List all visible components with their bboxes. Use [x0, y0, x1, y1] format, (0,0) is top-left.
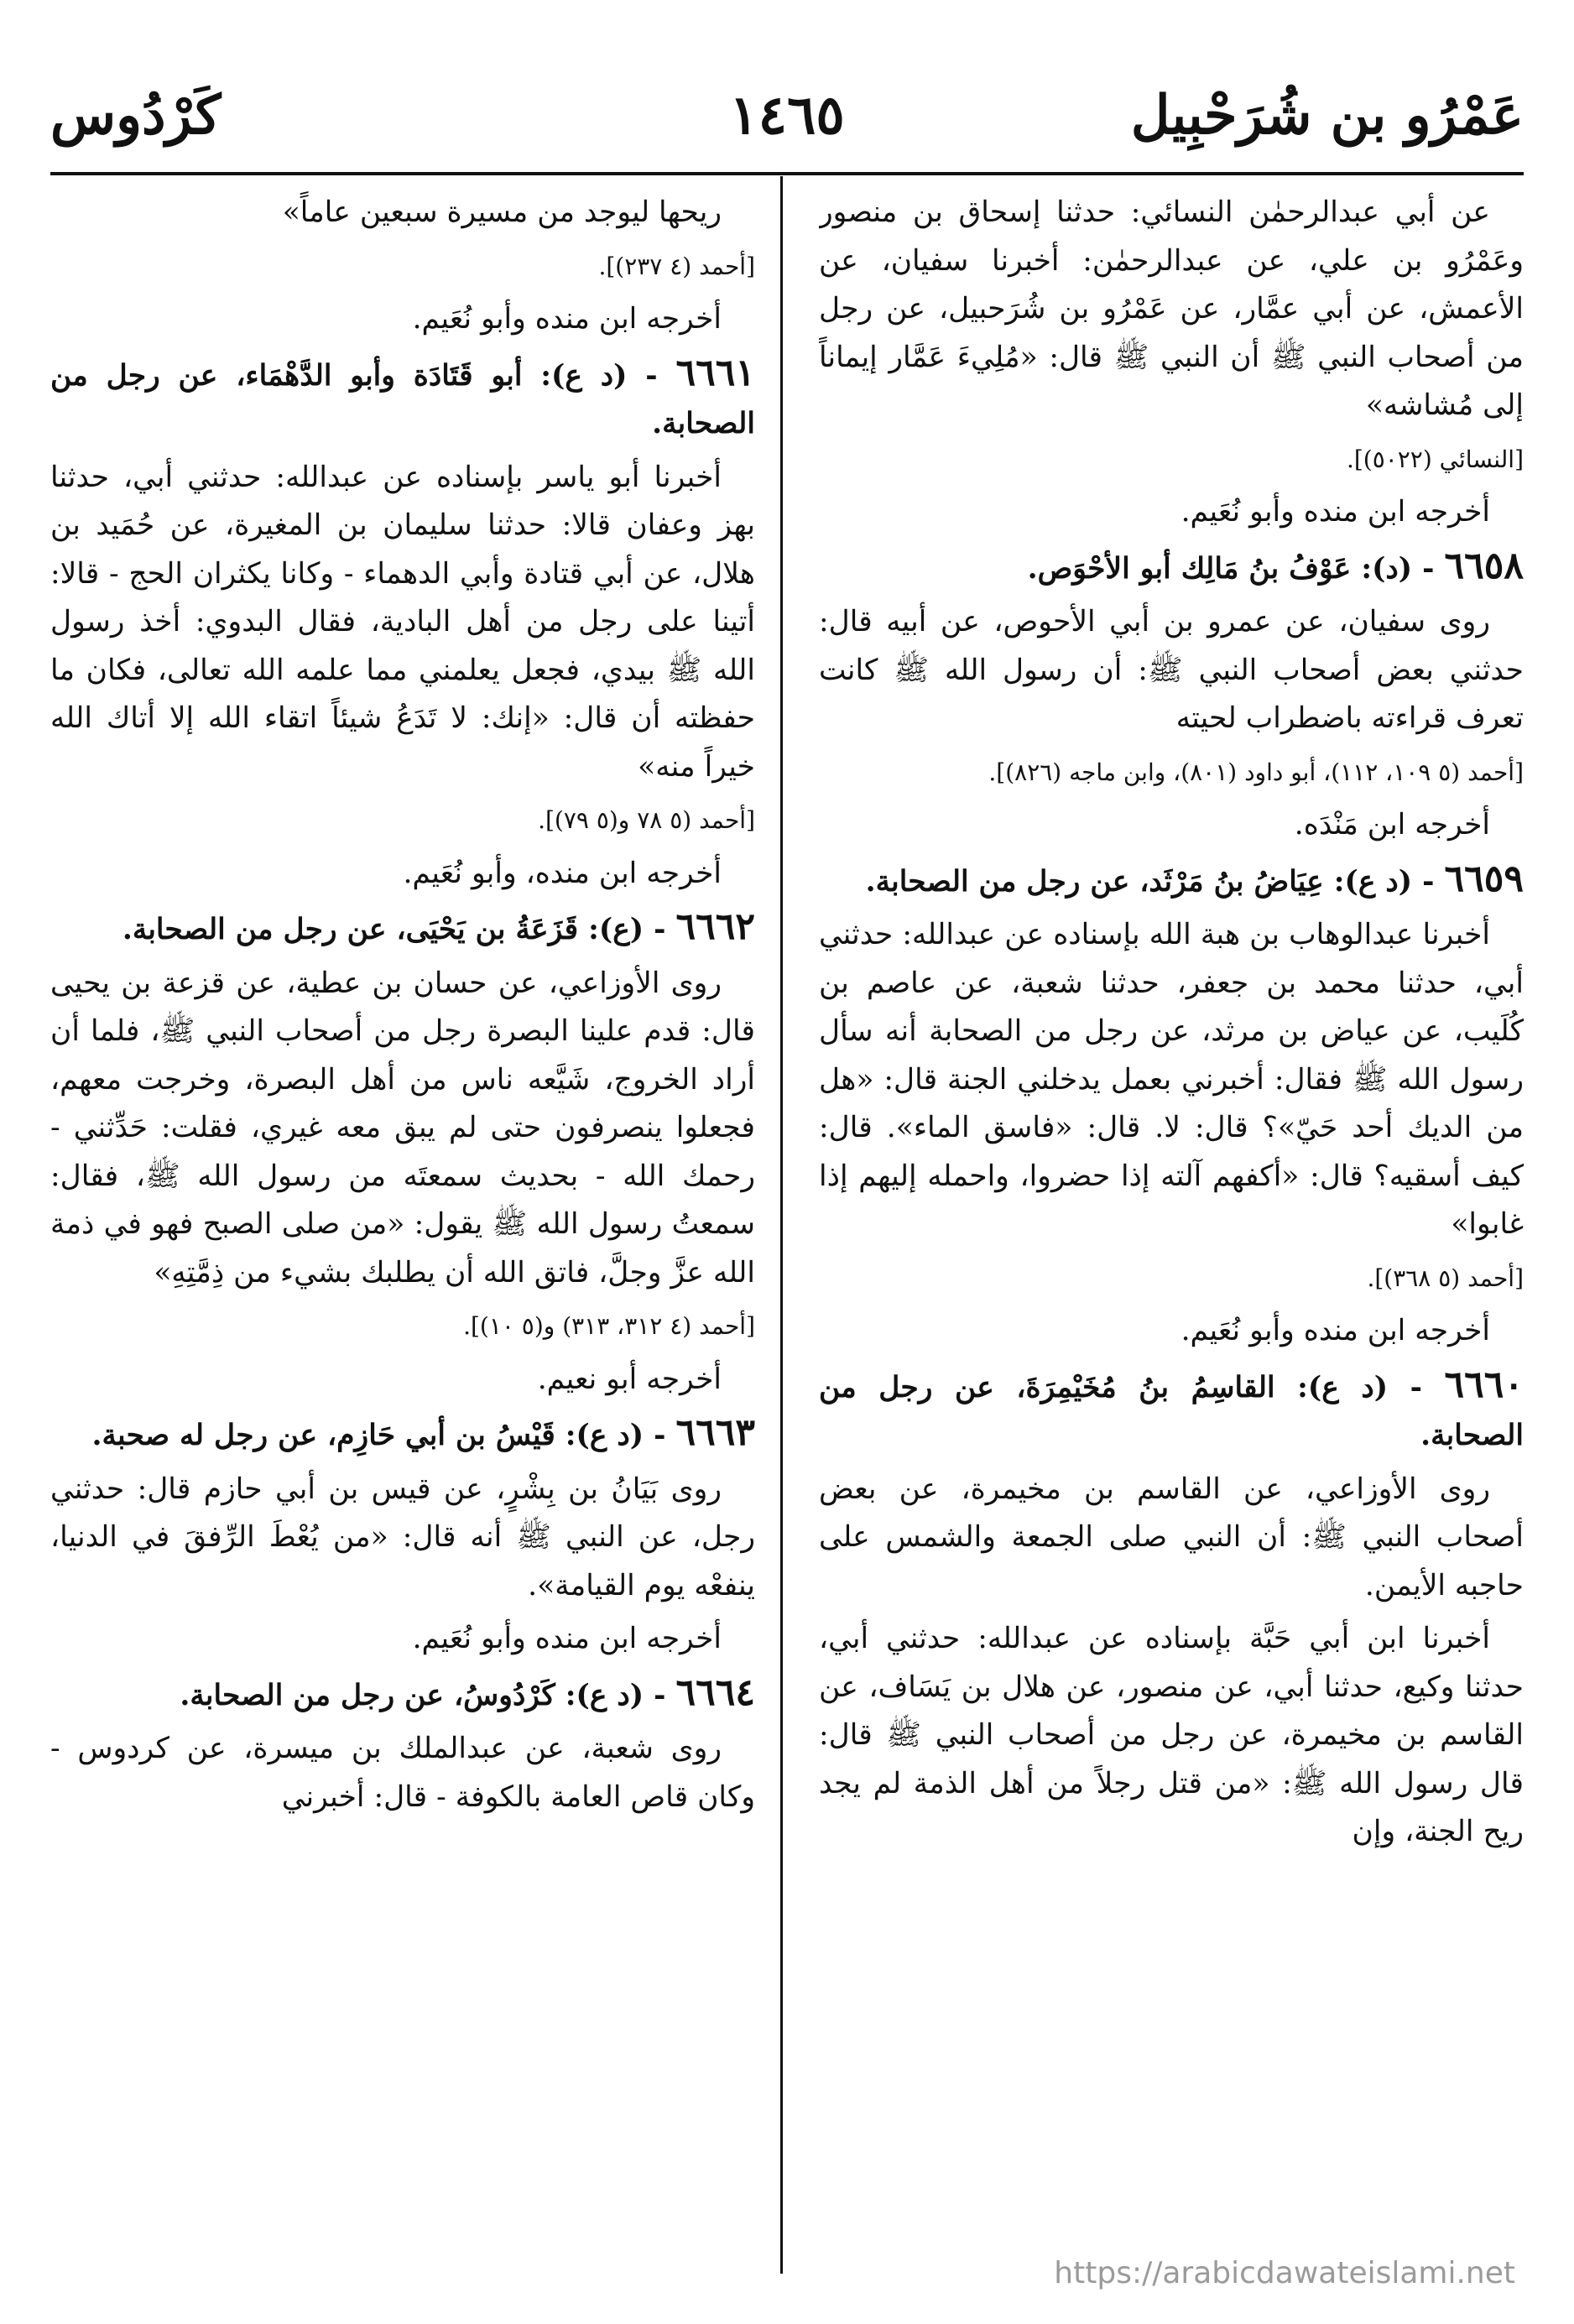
page-header: [50, 76, 1524, 168]
body-paragraph: روى سفيان، عن عمرو بن أبي الأحوص، عن أبيه قال: حدثني بعض أصحاب النبي ﷺ: أن رسول الله ﷺ كانت تعرف قراءته باضطراب لحيته: [819, 605, 1524, 735]
source-note: أخرجه ابن منده وأبو نُعَيم.: [412, 1622, 722, 1655]
hadith-reference: [أحمد (٥ ٣٦٨)].: [1367, 1264, 1524, 1292]
entry-number: ٦٦٦٣: [675, 1411, 755, 1454]
body-paragraph: روى الأوزاعي، عن حسان بن عطية، عن قزعة بن يحيى قال: قدم علينا البصرة رجل من أصحاب النبي ﷺ، فلما أن أراد الخروج، شَيَّعه ناس من أهل البصرة، وخرجت معهم، فجعلوا ينصرفون حتى لم يبق معه غيري، فقلت: حَدِّثني - رحمك الله - بحديث سمعتَه من رسول الله ﷺ، فقال: سمعتُ رسول الله ﷺ يقول: «من صلى الصبح فهو في ذمة الله عزَّ وجلَّ، فاتق الله أن يطلبك بشيء من ذِمَّتِهِ»: [50, 966, 755, 1290]
entry-number: ٦٦٦٤: [675, 1670, 755, 1714]
entry-title: - (ع): قَزَعَةُ بن يَحْيَى، عن رجل من الصحابة.: [122, 913, 666, 946]
entry-title: - (د ع): عِيَاضُ بنُ مَرْثَد، عن رجل من الصحابة.: [865, 864, 1435, 899]
source-note: أخرجه ابن منده وأبو نُعَيم.: [1180, 495, 1490, 529]
body-paragraph: ريحها ليوجد من مسيرة سبعين عاماً»: [282, 195, 722, 229]
body-paragraph: عن أبي عبدالرحمٰن النسائي: حدثنا إسحاق بن منصور وعَمْرُو بن علي، عن عبدالرحمٰن: أخبرنا سفيان، عن الأعمش، عن أبي عمَّار، عن عَمْرُو بن شُرَحبيل، عن رجل من أصحاب النبي ﷺ أن النبي ﷺ قال: «مُلِيءَ عَمَّار إيماناً إلى مُشاشه»: [819, 195, 1524, 422]
entry-heading: [819, 542, 1524, 594]
entry-heading: [50, 349, 755, 449]
entry-title: - (د ع): كَرْدُوسُ، عن رجل من الصحابة.: [180, 1678, 666, 1712]
hadith-reference: [النسائي (٥٠٢٢)].: [1346, 445, 1524, 473]
entry-heading: [50, 1669, 755, 1721]
running-title-left: كَرْدُوس: [50, 84, 222, 147]
watermark-url: https://arabicdawateislami.net: [1054, 2256, 1515, 2290]
hadith-reference: [أحمد (٤ ٣١٢، ٣١٣) و(٥ ١٠)].: [463, 1312, 755, 1340]
source-note: أخرجه ابن منده وأبو نُعَيم.: [412, 302, 722, 336]
entry-title: - (د ع): قَيْسُ بن أبي حَازِم، عن رجل له صحبة.: [91, 1419, 666, 1452]
body-paragraph: أخبرنا ابن أبي حَبَّة بإسناده عن عبدالله: حدثني أبي، حدثنا وكيع، حدثنا أبي، عن منصور، عن هلال بن يَسَاف، عن القاسم بن مخيمرة، عن رجل من أصحاب النبي ﷺ قال: قال رسول الله ﷺ: «من قتل رجلاً من أهل الذمة لم يجد ريح الجنة، وإن: [819, 1622, 1524, 1848]
entry-title: - (د ع): أبو قَتَادَة وأبو الدَّهْمَاء، عن رجل من الصحابة.: [50, 358, 755, 440]
page-number: ١٤٦٥: [729, 84, 845, 147]
left-column: [50, 189, 755, 2236]
body-paragraph: أخبرنا أبو ياسر بإسناده عن عبدالله: حدثني أبي، حدثنا بهز وعفان قالا: حدثنا سليمان بن المغيرة، عن حُمَيد بن هلال، عن أبي قتادة وأبي الدهماء - وكانا يكثران الحج - قالا: أتينا على رجل من أهل البادية، فقال البدوي: أخذ رسول الله ﷺ بيدي، فجعل يعلمني مما علمه الله تعالى، فكان ما حفظته أن قال: «إنك: لا تَدَعُ شيئاً اتقاء الله إلا أتاك الله خيراً منه»: [50, 460, 755, 784]
entry-number: ٦٦٦١: [675, 351, 755, 394]
entry-heading: [50, 903, 755, 955]
source-note: أخرجه أبو نعيم.: [537, 1362, 722, 1396]
header-rule: [50, 172, 1524, 175]
entry-heading: [819, 855, 1524, 907]
column-divider: [780, 176, 783, 2274]
hadith-reference: [أحمد (٥ ١٠٩، ١١٢)، أبو داود (٨٠١)، وابن ماجه (٨٢٦)].: [988, 758, 1524, 786]
entry-title: - (د ع): القاسِمُ بنُ مُخَيْمِرَةَ، عن رجل من الصحابة.: [819, 1370, 1524, 1452]
body-paragraph: روى شعبة، عن عبدالملك بن ميسرة، عن كردوس - وكان قاص العامة بالكوفة - قال: أخبرني: [50, 1732, 755, 1814]
entry-number: ٦٦٦٠: [1444, 1363, 1524, 1406]
entry-number: ٦٦٥٩: [1444, 857, 1524, 900]
right-column: [819, 189, 1524, 2236]
body-paragraph: أخبرنا عبدالوهاب بن هبة الله بإسناده عن عبدالله: حدثني أبي، حدثنا محمد بن جعفر، حدثنا شعبة، عن عاصم بن كُلَيب، عن عياض بن مرثد، عن رجل من الصحابة أنه سأل رسول الله ﷺ فقال: أخبرني بعمل يدخلني الجنة قال: «هل من الديك أحد حَيّ»؟ قال: لا. قال: «فاسق الماء». قال: كيف أسقيه؟ قال: «أكفهم آلته إذا حضروا، واحمله إليهم إذا غابوا»: [819, 918, 1524, 1241]
entry-title: - (د): عَوْفُ بنُ مَالِك أبو الأحْوَص.: [1027, 551, 1435, 586]
entry-heading: [50, 1409, 755, 1461]
body-paragraph: روى الأوزاعي، عن القاسم بن مخيمرة، عن بعض أصحاب النبي ﷺ: أن النبي صلى الجمعة والشمس على حاجبه الأيمن.: [819, 1472, 1524, 1602]
running-title-right: عَمْرُو بن شُرَحْبِيل: [1130, 84, 1524, 147]
source-note: أخرجه ابن منده وأبو نُعَيم.: [1180, 1314, 1490, 1347]
source-note: أخرجه ابن مَنْدَه.: [1294, 808, 1490, 842]
source-note: أخرجه ابن منده، وأبو نُعَيم.: [403, 856, 722, 890]
entry-number: ٦٦٥٨: [1444, 544, 1524, 587]
hadith-reference: [أحمد (٥ ٧٨ و(٥ ٧٩)].: [538, 806, 755, 834]
body-paragraph: روى بَيَانُ بن بِشْرٍ، عن قيس بن أبي حازم قال: حدثني رجل، عن النبي ﷺ أنه قال: «من يُعْطَ الرِّفقَ في الدنيا، ينفعْه يوم القيامة».: [50, 1472, 755, 1602]
entry-number: ٦٦٦٢: [675, 905, 755, 948]
hadith-reference: [أحمد (٤ ٢٣٧)].: [598, 252, 755, 280]
entry-heading: [819, 1361, 1524, 1461]
